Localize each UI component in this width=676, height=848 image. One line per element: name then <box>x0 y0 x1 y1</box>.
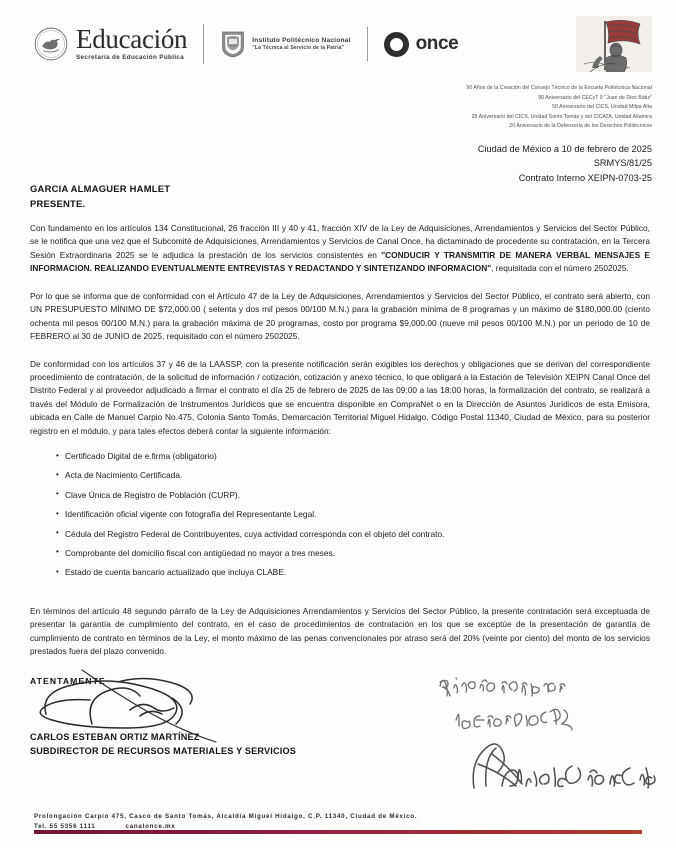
paragraph-3: De conformidad con los artículos 37 y 46 de la LAASSP, con la presente notificación serán exigibles los derechos y obligaciones que se derivan del correspondiente procedimiento de contratación, de la solicitud de información / cotización, cotización y anexo técnico, lo que obligará a la Estación de Televisión XEIPN Canal Once del Distrito Federal y al proveedor adjudicado a firmar el contrato el día 25 de febrero de 2025 de las 09:00 a las 18:00 horas, la formalización del contrato, se realizará a través del Módulo de Formalización de Instrumentos Jurídicos que se encuentra disponible en CompraNet o en la Dirección de Asuntos Jurídicos de esta Emisora, ubicada en Calle de Manuel Carpio No.475, Colonia Santo Tomás, Demarcación Territorial Miguel Hidalgo, Código Postal 11340, Ciudad de México, para su posterior registro en el módulo, y para tales efectos deberá contar la siguiente información: <box>30 358 650 436</box>
once-logo <box>384 32 459 57</box>
receipt-note-line1 <box>440 678 565 696</box>
document-body <box>30 222 650 586</box>
anniversary-line: 25 Aniversario del CICS, Unidad Santo Tomás y del CICATA, Unidad Altamira <box>471 113 652 120</box>
sep-text <box>76 26 187 61</box>
ipn-shield-emblem <box>220 30 246 58</box>
list-item: • Identificación oficial vigente con fotografía del Representante Legal. <box>56 508 650 521</box>
ipn-logo <box>220 30 350 58</box>
ipn-motto: "La Técnica al Servicio de la Patria" <box>252 44 345 51</box>
paragraph-2: Por lo que se informa que de conformidad con el Artículo 47 de la Ley de Adquisiciones, Arrendamientos y Servicios del Sector Público, el contrato será abierto, con UN PRESUPUESTO MÍNIMO DE $72,000.00 ( setenta y dos mil pesos 00/100 M.N.) para la grabación mínima de 8 programas y un máximo de $180,000.00 (ciento ochenta mil pesos 00/100 M.N.) para la grabación máxima de 20 programas, costo por programa $9,000.00 (nueve mil pesos 00/100 M.N.) por un periodo de 10 de FEBRERO al 30 de JUNIO de 2025, requisitado con el número 2502025. <box>30 290 650 342</box>
header-logos <box>34 22 458 66</box>
footer-website[interactable]: canalonce.mx <box>125 823 176 830</box>
addressee-block <box>30 182 170 211</box>
requirements-list <box>30 450 650 579</box>
list-item: • Clave Única de Registro de Población (CURP). <box>56 489 650 502</box>
oficio-number: SRMYS/81/25 <box>593 158 652 169</box>
list-item: • Acta de Nacimiento Certificada. <box>56 469 650 482</box>
once-wordmark: once <box>415 33 459 54</box>
signer-block <box>30 730 296 758</box>
receipt-note <box>432 668 670 792</box>
paragraph-1 <box>30 222 650 276</box>
addressee-name: GARCIA ALMAGUER HAMLET <box>30 183 171 194</box>
document-footer <box>34 813 642 834</box>
atentamente-label: ATENTAMENTE <box>30 676 106 686</box>
paragraph-1-part-c: , requisitada con el número 2502025. <box>491 263 629 274</box>
closing-paragraph-wrap <box>30 605 650 673</box>
vertical-divider-icon <box>203 24 204 64</box>
handwritten-signature <box>473 744 655 788</box>
list-item: • Comprobante del domicilio fiscal con antigüedad no mayor a tres meses. <box>56 547 650 560</box>
footer-address: Prolongación Carpio 475, Casco de Santo Tomás, Alcaldía Miguel Hidalgo, C.P. 11340, Ciudad de México. <box>34 813 418 820</box>
mexican-eagle-emblem <box>34 27 68 61</box>
footer-phone: Tel. 55 5356 1111 <box>34 823 96 830</box>
anniversary-line: 90 Aniversario del CECyT 9 "Juan de Dios Bátiz" <box>538 94 652 101</box>
education-title: Educación <box>76 24 188 55</box>
anniversary-line: 50 Aniversario del CICS, Unidad Milpa Alta <box>552 104 652 111</box>
vertical-divider-icon-2 <box>367 27 368 61</box>
addressee-salutation: PRESENTE. <box>30 197 86 209</box>
footer-bar <box>34 830 642 834</box>
service-description: "CONDUCIR Y TRANSMITIR DE MANERA VERBAL MENSAJES E INFORMACION. REALIZANDO EVENTUALMENTE ENTREVISTAS Y REDACTANDO Y SINTETIZANDO INFORMACION" <box>30 249 650 274</box>
contract-number: Contrato Interno XEIPN-0703-25 <box>518 172 652 183</box>
document-header <box>0 0 676 78</box>
signer-name: CARLOS ESTEBAN ORTIZ MARTÍNEZ <box>30 732 200 742</box>
footer-contact <box>34 823 642 830</box>
list-item: • Certificado Digital de e.firma (obligatorio) <box>56 450 650 463</box>
paragraph-1-part-a: Con fundamento en los artículos 134 Constitucional, 26 fracción III y 40 y 41, fracción XIV de la Ley de Adquisiciones, Arrendamientos y Servicios del Sector Público, se le notifica que una vez que el Subcomité de Adquisiciones, Arrendamientos y Servicios de Canal Once, ha dictaminado de procedente su contratación, en la Tercera Sesión Extraordinaria 2025 se le adjudica la prestación de los servicios consistentes en <box>30 223 650 260</box>
education-subtitle: Secretaría de Educación Pública <box>76 54 185 62</box>
signer-title: SUBDIRECTOR DE RECURSOS MATERIALES Y SERVICIOS <box>30 746 297 757</box>
once-ring-icon <box>384 32 409 57</box>
anniversary-line: 90 Años de la Creación del Consejo Técnico de la Escuela Politécnica Nacional <box>466 85 652 91</box>
place-and-date: Ciudad de México a 10 de febrero de 2025 <box>477 144 652 154</box>
date-reference-block <box>478 142 652 185</box>
anniversary-line: 20 Aniversario de la Defensoría de los Derechos Politécnicos <box>509 123 652 130</box>
list-item: • Estado de cuenta bancario actualizado que incluya CLABE. <box>56 566 650 579</box>
receipt-note-line2 <box>456 709 572 730</box>
ipn-name: Instituto Politécnico Nacional <box>252 36 351 44</box>
list-item: • Cédula del Registro Federal de Contribuyentes, cuya actividad corresponda con el objeto del contrato. <box>56 528 650 541</box>
paragraph-4: En términos del artículo 48 segundo párrafo de la Ley de Adquisiciones Arrendamientos y Servicios del Sector Público, la presente contratación será exceptuada de presentar la garantía de cumplimiento del contrato, en el caso de procedimientos de contratación en los que se exceptúe de la presentación de garantía de cumplimiento de contrato en términos de la Ley, el monto máximo de las penas convencionales por atraso será del 20% (veinte por ciento) del monto de los servicios prestados fuera del plazo convenido. <box>30 606 650 657</box>
ipn-text <box>252 37 350 52</box>
woman-with-flag-engraving <box>576 16 652 72</box>
sep-logo <box>34 26 187 61</box>
anniversary-lines <box>232 84 652 132</box>
